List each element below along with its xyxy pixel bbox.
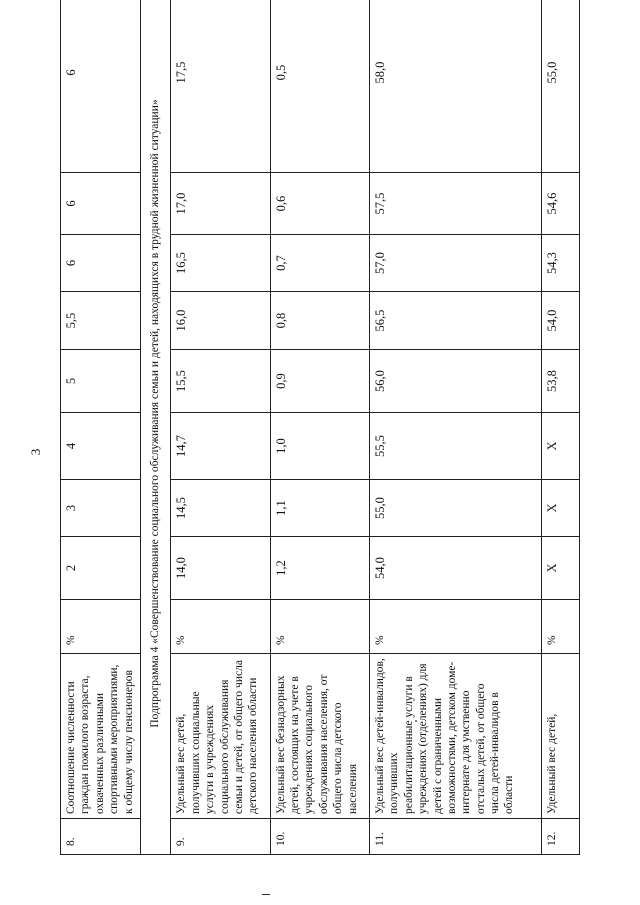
value-cell: Х	[542, 537, 580, 600]
value-cell: 5,5	[61, 292, 141, 350]
row-number: 9.	[171, 819, 270, 855]
value-cell: 17,0	[171, 173, 270, 235]
scan-dot	[415, 720, 417, 722]
value-cell: 3	[61, 480, 141, 537]
value-cell: 55,5	[370, 413, 542, 480]
value-cell: 0,5	[270, 0, 369, 173]
subprogram-title: Подпрограмма 4 «Совершенствование социального обслуживания семьи и детей, находящихся в трудной жизненной ситуации»	[140, 0, 170, 855]
value-cell: 0,8	[270, 292, 369, 350]
indicators-table	[60, 0, 580, 855]
value-cell: 57,0	[370, 235, 542, 292]
value-cell: 54,3	[542, 235, 580, 292]
indicator-description: Удельный вес детей-инвалидов, получивших реабилитационные услуги в учреждениях (отделениях) для детей с ограниченными возможностями, детском доме-интернате для умственно отсталых детей, от общего числа детей-инвалидов в области	[370, 654, 542, 819]
table-row	[370, 0, 542, 855]
value-cell: 14,0	[171, 537, 270, 600]
unit-cell: %	[171, 600, 270, 654]
value-cell: 4	[61, 413, 141, 480]
value-cell: 56,0	[370, 350, 542, 413]
table-row	[171, 0, 270, 855]
value-cell: 0,9	[270, 350, 369, 413]
row-number: 8.	[61, 819, 141, 855]
value-cell: 14,5	[171, 480, 270, 537]
table-row	[542, 0, 580, 855]
subprogram-row	[140, 0, 170, 855]
unit-cell: %	[270, 600, 369, 654]
value-cell: 6	[61, 0, 141, 173]
value-cell: 15,5	[171, 350, 270, 413]
scan-mark	[262, 894, 270, 895]
value-cell: Х	[542, 413, 580, 480]
value-cell: 54,0	[542, 292, 580, 350]
row-number: 12.	[542, 819, 580, 855]
value-cell: 14,7	[171, 413, 270, 480]
row-number: 11.	[370, 819, 542, 855]
unit-cell: %	[61, 600, 141, 654]
value-cell: 54,6	[542, 173, 580, 235]
indicator-description: Соотношение численности граждан пожилого возраста, охваченных различными спортивными мероприятиями, к общему числу пенсионеров	[61, 654, 141, 819]
value-cell: 6	[61, 173, 141, 235]
value-cell: 53,8	[542, 350, 580, 413]
value-cell: 6	[61, 235, 141, 292]
indicator-description: Удельный вес безнадзорных детей, состоящих на учете в учреждениях социального обслуживания населения, от общего числа детского населения	[270, 654, 369, 819]
value-cell: 5	[61, 350, 141, 413]
value-cell: 16,0	[171, 292, 270, 350]
value-cell: 0,6	[270, 173, 369, 235]
rotated-table-wrapper	[60, 60, 580, 855]
indicator-description: Удельный вес детей, получивших социальные услуги в учреждениях социального обслуживания семьи и детей, от общего числа детского населения области	[171, 654, 270, 819]
value-cell: 54,0	[370, 537, 542, 600]
table-row	[270, 0, 369, 855]
value-cell: 58,0	[370, 0, 542, 173]
value-cell: 1,1	[270, 480, 369, 537]
unit-cell: %	[542, 600, 580, 654]
unit-cell: %	[370, 600, 542, 654]
value-cell: 0,7	[270, 235, 369, 292]
value-cell: 56,5	[370, 292, 542, 350]
value-cell: Х	[542, 480, 580, 537]
value-cell: 16,5	[171, 235, 270, 292]
page-number: 3	[28, 448, 43, 456]
value-cell: 55,0	[370, 480, 542, 537]
value-cell: 17,5	[171, 0, 270, 173]
value-cell: 2	[61, 537, 141, 600]
row-number: 10.	[270, 819, 369, 855]
value-cell: 1,2	[270, 537, 369, 600]
value-cell: 55,0	[542, 0, 580, 173]
value-cell: 1,0	[270, 413, 369, 480]
table-row	[61, 0, 141, 855]
value-cell: 57,5	[370, 173, 542, 235]
indicator-description: Удельный вес детей,	[542, 654, 580, 819]
